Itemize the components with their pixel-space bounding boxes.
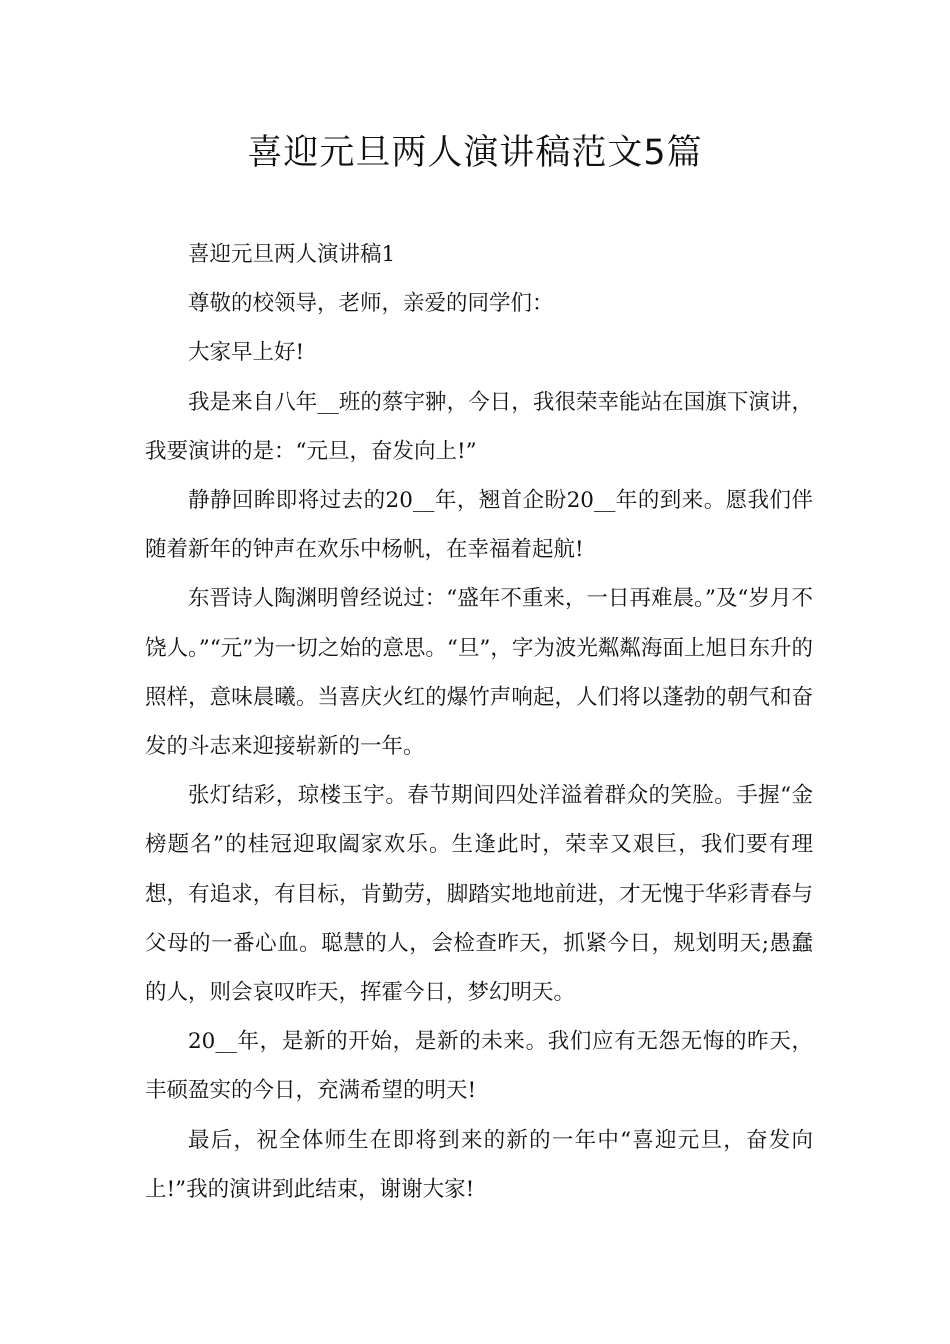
paragraph: 我是来自八年__班的蔡宇翀，今日，我很荣幸能站在国旗下演讲，我要演讲的是：“元旦，奋发向上!” [145,389,813,464]
paragraph: 静静回眸即将过去的20__年，翘首企盼20__年的到来。愿我们伴随着新年的钟声在欢乐中杨帆，在幸福着起航! [145,488,813,563]
salutation: 尊敬的校领导，老师，亲爱的同学们： [188,291,554,317]
paragraph: 张灯结彩，琼楼玉宇。春节期间四处洋溢着群众的笑脸。手握“金榜题名”的桂冠迎取阖家欢乐。生逢此时，荣幸又艰巨，我们要有理想，有追求，有目标，肯勤劳，脚踏实地地前进，才无愧于华彩青春与父母的一番心血。聪慧的人，会检查昨天，抓紧今日，规划明天;愚蠢的人，则会哀叹昨天，挥霍今日，梦幻明天。 [145,783,813,1006]
closing-paragraph: 最后，祝全体师生在即将到来的新的一年中“喜迎元旦，奋发向上!”我的演讲到此结束，谢谢大家! [145,1127,813,1202]
document-title: 喜迎元旦两人演讲稿范文5篇 [247,133,703,173]
document-body [145,230,813,1214]
greeting: 大家早上好! [188,340,305,366]
paragraph: 20__年，是新的开始，是新的未来。我们应有无怨无悔的昨天，丰硕盈实的今日，充满希望的明天! [145,1029,813,1104]
section-heading: 喜迎元旦两人演讲稿1 [188,242,396,267]
paragraph: 东晋诗人陶渊明曾经说过：“盛年不重来，一日再难晨。”及“岁月不饶人。”“元”为一切之始的意思。“旦”，字为波光粼粼海面上旭日东升的照样，意味晨曦。当喜庆火红的爆竹声响起，人们将以蓬勃的朝气和奋发的斗志来迎接崭新的一年。 [145,586,813,760]
